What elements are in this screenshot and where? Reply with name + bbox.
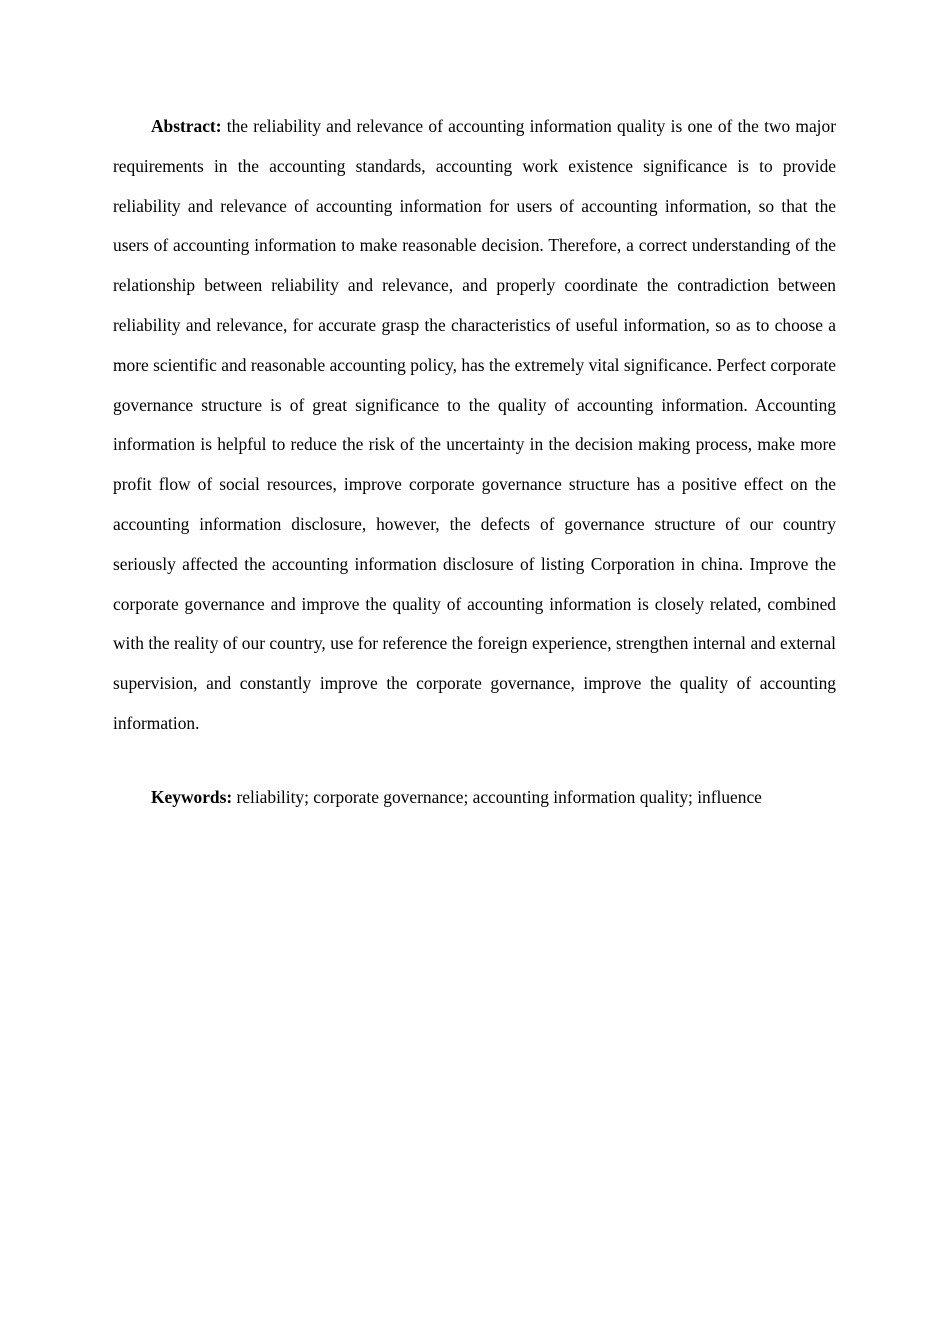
document-page xyxy=(113,107,836,818)
abstract-paragraph xyxy=(113,107,836,744)
keywords-paragraph xyxy=(113,778,836,818)
keywords-text: reliability; corporate governance; accounting information quality; influence xyxy=(232,786,762,807)
abstract-text: the reliability and relevance of accounting information quality is one of the two major requirements in the accounting standards, accounting work existence significance is to provide reliability and relevance of accounting information for users of accounting information, so that the users of accounting information to make reasonable decision. Therefore, a correct understanding of the relationship between reliability and relevance, and properly coordinate the contradiction between reliability and relevance, for accurate grasp the characteristics of useful information, so as to choose a more scientific and reasonable accounting policy, has the extremely vital significance. Perfect corporate governance structure is of great significance to the quality of accounting information. Accounting information is helpful to reduce the risk of the uncertainty in the decision making process, make more profit flow of social resources, improve corporate governance structure has a positive effect on the accounting information disclosure, however, the defects of governance structure of our country seriously affected the accounting information disclosure of listing Corporation in china. Improve the corporate governance and improve the quality of accounting information is closely related, combined with the reality of our country, use for reference the foreign experience, strengthen internal and external supervision, and constantly improve the corporate governance, improve the quality of accounting information. xyxy=(113,116,836,733)
keywords-label: Keywords: xyxy=(151,786,233,807)
abstract-label: Abstract: xyxy=(151,116,222,136)
